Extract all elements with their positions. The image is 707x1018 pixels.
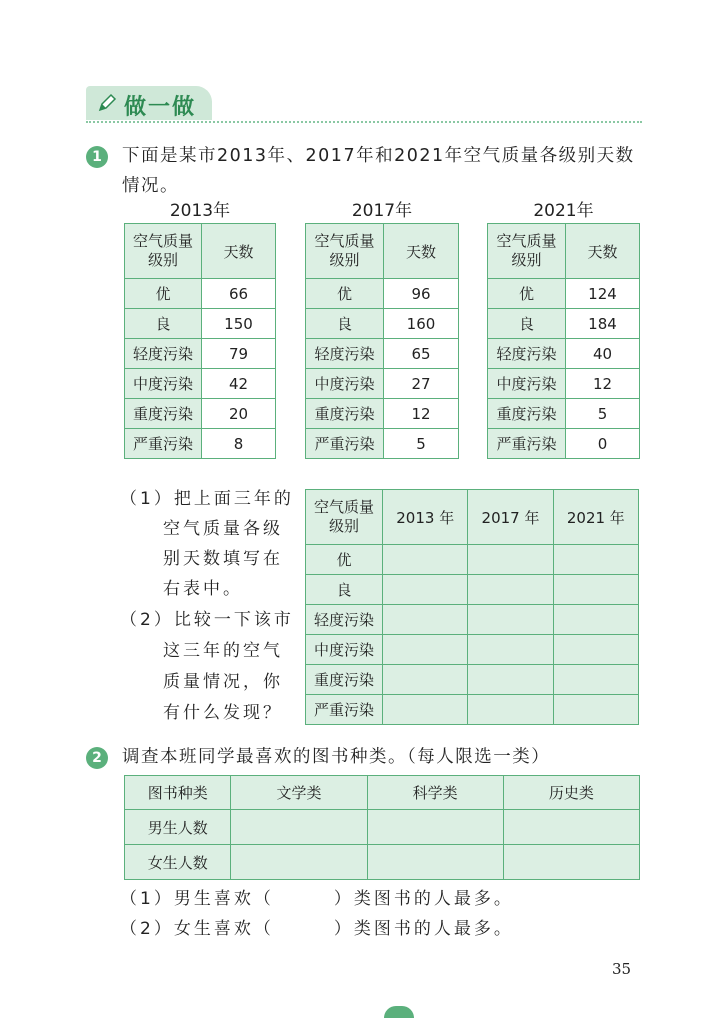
table-2021: [487, 223, 640, 459]
blank-cell[interactable]: [231, 810, 367, 845]
blank-cell[interactable]: [468, 695, 553, 725]
level-cell: 重度污染: [488, 399, 566, 429]
blank-cell[interactable]: [468, 605, 553, 635]
level-cell: 轻度污染: [306, 605, 383, 635]
table-row: [125, 309, 276, 339]
level-cell: 优: [488, 279, 566, 309]
days-cell: 150: [202, 309, 276, 339]
table-row: [306, 695, 639, 725]
level-cell: 严重污染: [125, 429, 202, 459]
table-row: [125, 845, 640, 880]
days-cell: 5: [566, 399, 640, 429]
table-row: [306, 279, 459, 309]
table-2017: [305, 223, 459, 459]
days-cell: 160: [384, 309, 459, 339]
row-label-cell: 男生人数: [125, 810, 231, 845]
header-cell: 科学类: [367, 776, 503, 810]
table-row: [306, 605, 639, 635]
level-cell: 优: [306, 545, 383, 575]
table-row: [125, 810, 640, 845]
days-cell: 12: [566, 369, 640, 399]
problem-number-1: 1: [86, 146, 108, 168]
days-cell: 27: [384, 369, 459, 399]
combined-table: [305, 489, 639, 725]
blank-cell[interactable]: [553, 695, 638, 725]
table-row: [306, 635, 639, 665]
row-label-cell: 女生人数: [125, 845, 231, 880]
q2-line1: （2）比较一下该市: [120, 610, 294, 630]
table-row: [306, 429, 459, 459]
level-cell: 优: [306, 279, 384, 309]
bottom-tab-marker: [384, 1006, 414, 1018]
level-cell: 中度污染: [488, 369, 566, 399]
blank-cell[interactable]: [383, 575, 468, 605]
days-cell: 66: [202, 279, 276, 309]
header-cell: 空气质量 级别: [488, 224, 566, 279]
level-cell: 严重污染: [306, 429, 384, 459]
level-cell: 重度污染: [306, 665, 383, 695]
header-cell: 天数: [202, 224, 276, 279]
level-cell: 轻度污染: [125, 339, 202, 369]
q2-line3: 质量情况，你: [163, 672, 283, 692]
header-cell: 空气质量 级别: [125, 224, 202, 279]
table-2013: [124, 223, 276, 459]
blank-cell[interactable]: [468, 545, 553, 575]
header-cell: 2013 年: [383, 490, 468, 545]
table-row: [306, 665, 639, 695]
q1-line3: 别天数填写在: [163, 549, 283, 569]
blank-cell[interactable]: [553, 545, 638, 575]
header-cell: 文学类: [231, 776, 367, 810]
table-row: [306, 369, 459, 399]
blank-cell[interactable]: [383, 695, 468, 725]
days-cell: 12: [384, 399, 459, 429]
blank-cell[interactable]: [503, 810, 639, 845]
level-cell: 良: [488, 309, 566, 339]
table-row: [488, 309, 640, 339]
blank-cell[interactable]: [553, 665, 638, 695]
table-row: [125, 399, 276, 429]
table-row: [306, 309, 459, 339]
days-cell: 79: [202, 339, 276, 369]
q1-line1: （1）把上面三年的: [120, 489, 294, 509]
pencil-icon: [96, 92, 118, 114]
q1-line2: 空气质量各级: [163, 519, 283, 539]
q2-line2: 这三年的空气: [163, 641, 283, 661]
page-number: 35: [612, 960, 632, 978]
table-row: [125, 369, 276, 399]
table-row: [488, 399, 640, 429]
level-cell: 重度污染: [306, 399, 384, 429]
problem2-text: 调查本班同学最喜欢的图书种类。（每人限选一类）: [122, 747, 551, 767]
header-cell: 2021 年: [553, 490, 638, 545]
book-table: [124, 775, 640, 880]
blank-cell[interactable]: [553, 605, 638, 635]
level-cell: 轻度污染: [306, 339, 384, 369]
header-cell: 图书种类: [125, 776, 231, 810]
level-cell: 严重污染: [488, 429, 566, 459]
days-cell: 124: [566, 279, 640, 309]
table-row: [125, 279, 276, 309]
dotted-divider: [86, 121, 642, 123]
blank-cell[interactable]: [367, 845, 503, 880]
year-title-2021: 2021年: [533, 201, 594, 221]
table-row: [488, 429, 640, 459]
table-row: [125, 429, 276, 459]
days-cell: 42: [202, 369, 276, 399]
header-cell: 空气质量 级别: [306, 224, 384, 279]
blank-cell[interactable]: [468, 575, 553, 605]
days-cell: 184: [566, 309, 640, 339]
problem-number-2: 2: [86, 747, 108, 769]
level-cell: 良: [306, 309, 384, 339]
days-cell: 8: [202, 429, 276, 459]
blank-cell[interactable]: [367, 810, 503, 845]
problem2-q2: （2）女生喜欢（ ）类图书的人最多。: [120, 919, 514, 939]
days-cell: 0: [566, 429, 640, 459]
blank-cell[interactable]: [553, 635, 638, 665]
problem1-text-line1: 下面是某市2013年、2017年和2021年空气质量各级别天数: [122, 146, 635, 166]
header-cell: 天数: [384, 224, 459, 279]
header-cell: 2017 年: [468, 490, 553, 545]
table-row: [306, 339, 459, 369]
level-cell: 中度污染: [125, 369, 202, 399]
table-row: [306, 399, 459, 429]
blank-cell[interactable]: [503, 845, 639, 880]
year-title-2013: 2013年: [169, 201, 231, 221]
header-cell: 天数: [566, 224, 640, 279]
table-row: [306, 575, 639, 605]
level-cell: 重度污染: [125, 399, 202, 429]
section-title: 做一做: [124, 95, 197, 120]
days-cell: 40: [566, 339, 640, 369]
year-title-2017: 2017年: [351, 201, 413, 221]
q2-line4: 有什么发现？: [163, 703, 283, 723]
blank-cell[interactable]: [383, 665, 468, 695]
days-cell: 5: [384, 429, 459, 459]
days-cell: 65: [384, 339, 459, 369]
level-cell: 中度污染: [306, 635, 383, 665]
table-row: [488, 279, 640, 309]
level-cell: 严重污染: [306, 695, 383, 725]
days-cell: 96: [384, 279, 459, 309]
table-row: [488, 369, 640, 399]
header-cell: 空气质量 级别: [306, 490, 383, 545]
table-row: [306, 545, 639, 575]
blank-cell[interactable]: [231, 845, 367, 880]
days-cell: 20: [202, 399, 276, 429]
problem1-text-line2: 情况。: [122, 176, 179, 196]
blank-cell[interactable]: [383, 545, 468, 575]
blank-cell[interactable]: [383, 605, 468, 635]
blank-cell[interactable]: [553, 575, 638, 605]
blank-cell[interactable]: [468, 635, 553, 665]
table-row: [488, 339, 640, 369]
problem2-q1: （1）男生喜欢（ ）类图书的人最多。: [120, 889, 514, 909]
blank-cell[interactable]: [383, 635, 468, 665]
level-cell: 中度污染: [306, 369, 384, 399]
level-cell: 轻度污染: [488, 339, 566, 369]
level-cell: 良: [125, 309, 202, 339]
header-cell: 历史类: [503, 776, 639, 810]
blank-cell[interactable]: [468, 665, 553, 695]
table-row: [125, 339, 276, 369]
level-cell: 优: [125, 279, 202, 309]
level-cell: 良: [306, 575, 383, 605]
q1-line4: 右表中。: [163, 579, 243, 599]
